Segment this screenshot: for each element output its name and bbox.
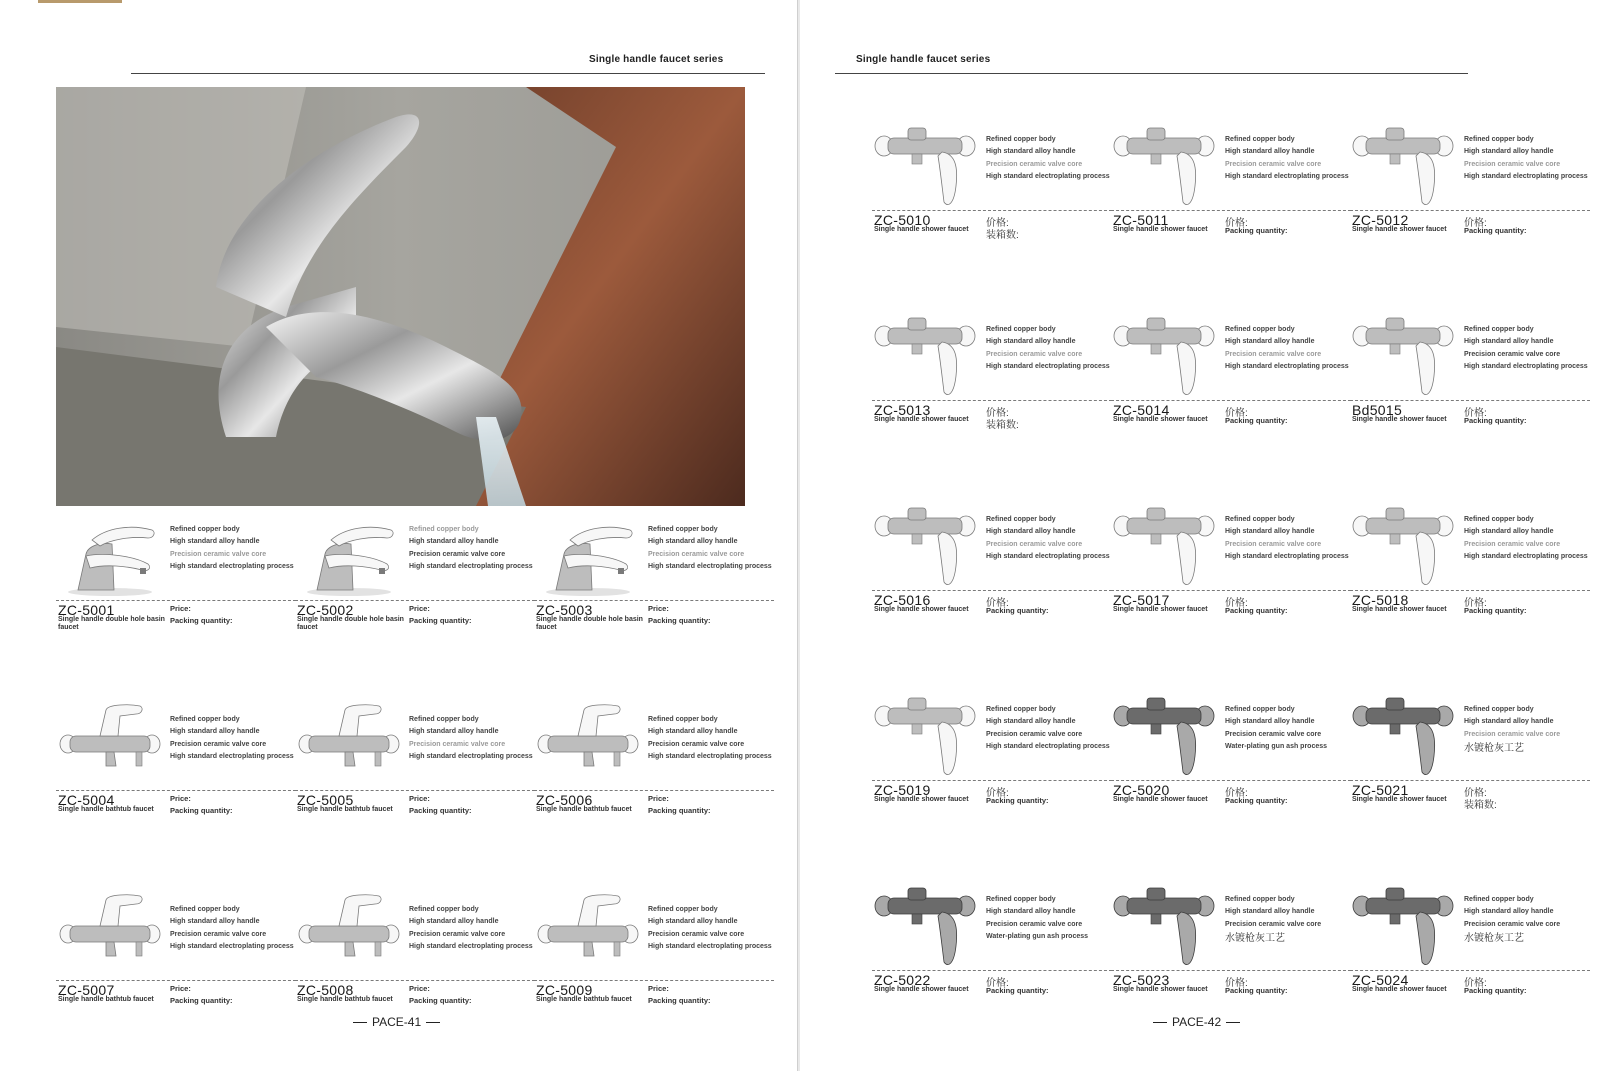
dashed-divider [872, 780, 1112, 781]
product-description: Single handle shower faucet [1113, 416, 1208, 423]
feature-item: Refined copper body [1464, 706, 1534, 713]
feature-list [170, 906, 298, 955]
product-card [872, 692, 1112, 822]
feature-item: Precision ceramic valve core [1464, 540, 1561, 548]
feature-item: High standard alloy handle [170, 538, 260, 546]
feature-item: Refined copper body [986, 326, 1056, 333]
feature-item: Refined copper body [648, 906, 718, 913]
dashed-divider [872, 970, 1112, 971]
catalog-page-right [800, 0, 1600, 1071]
feature-item: Refined copper body [1225, 326, 1295, 333]
product-code: ZC-5009 [536, 982, 593, 998]
shower-faucet-image [1350, 122, 1458, 208]
product-code: ZC-5012 [1352, 212, 1409, 228]
product-card [1350, 692, 1590, 822]
feature-list [1225, 896, 1353, 949]
product-card [1350, 502, 1590, 632]
feature-list [1464, 516, 1592, 565]
shower-faucet-image [1111, 692, 1219, 778]
feature-item: High standard electroplating process [409, 942, 533, 950]
basin-faucet-image [56, 512, 164, 598]
feature-item: Refined copper body [648, 526, 718, 533]
product-card [872, 312, 1112, 442]
product-card [1111, 122, 1351, 252]
feature-item: Refined copper body [986, 136, 1056, 143]
shower-faucet-image [1350, 882, 1458, 968]
product-card [295, 512, 535, 642]
packing-quantity-label: Packing quantity: [409, 996, 472, 1005]
feature-item: High standard electroplating process [986, 172, 1110, 180]
feature-item: High standard electroplating process [1464, 172, 1588, 180]
feature-item: High standard alloy handle [1464, 908, 1554, 916]
feature-list [1225, 136, 1353, 185]
product-card [1111, 882, 1351, 1012]
dashed-divider [1111, 970, 1351, 971]
price-label: Price: [170, 984, 191, 993]
packing-quantity-label: Packing quantity: [648, 806, 711, 815]
feature-item: Refined copper body [170, 716, 240, 723]
product-code: ZC-5017 [1113, 592, 1170, 608]
feature-item: High standard electroplating process [170, 752, 294, 760]
product-description: Single handle shower faucet [874, 796, 969, 803]
packing-quantity-label: Packing quantity: [409, 616, 472, 625]
product-description: Single handle bathtub faucet [58, 996, 154, 1003]
feature-item: Refined copper body [409, 716, 479, 723]
feature-item: Refined copper body [409, 906, 479, 913]
packing-quantity-label: Packing quantity: [1464, 416, 1527, 425]
dashed-divider [534, 980, 774, 981]
product-card [1111, 502, 1351, 632]
product-card [534, 702, 774, 832]
shower-faucet-image [1350, 692, 1458, 778]
series-title: Single handle faucet series [589, 54, 724, 65]
price-label: 价格: [1464, 978, 1487, 989]
feature-list [1464, 706, 1592, 759]
product-code: ZC-5005 [297, 792, 354, 808]
feature-item: High standard alloy handle [986, 338, 1076, 346]
feature-list [409, 906, 537, 955]
feature-item: High standard alloy handle [1225, 718, 1315, 726]
feature-item: Refined copper body [1464, 516, 1534, 523]
product-code: ZC-5006 [536, 792, 593, 808]
product-code: ZC-5007 [58, 982, 115, 998]
product-code: ZC-5002 [297, 602, 354, 618]
price-label: 价格: [1225, 408, 1248, 419]
dashed-divider [56, 600, 296, 601]
packing-quantity-label: 装箱数: [986, 230, 1019, 241]
product-description: Single handle shower faucet [1352, 606, 1447, 613]
dashed-divider [1111, 780, 1351, 781]
feature-item: Refined copper body [1464, 896, 1534, 903]
feature-list [1225, 516, 1353, 565]
shower-faucet-image [1111, 312, 1219, 398]
feature-item: High standard electroplating process [170, 562, 294, 570]
price-label: 价格: [986, 218, 1009, 229]
feature-item: Precision ceramic valve core [1225, 160, 1322, 168]
feature-item: Refined copper body [986, 516, 1056, 523]
packing-quantity-label: Packing quantity: [1225, 796, 1288, 805]
feature-item: Refined copper body [170, 906, 240, 913]
product-description: Single handle shower faucet [1113, 226, 1208, 233]
feature-item: High standard alloy handle [170, 918, 260, 926]
hero-product-photo [56, 87, 745, 506]
packing-quantity-label: Packing quantity: [170, 806, 233, 815]
feature-list [170, 716, 298, 765]
dashed-divider [56, 790, 296, 791]
feature-item: Precision ceramic valve core [1464, 350, 1561, 358]
feature-item: Refined copper body [986, 896, 1056, 903]
feature-list [648, 716, 776, 765]
shower-faucet-image [1350, 312, 1458, 398]
packing-quantity-label: Packing quantity: [170, 996, 233, 1005]
feature-item: High standard alloy handle [409, 918, 499, 926]
feature-item: High standard alloy handle [648, 918, 738, 926]
product-card [56, 892, 296, 1022]
price-label: 价格: [1225, 598, 1248, 609]
feature-item: Precision ceramic valve core [648, 550, 745, 558]
product-description: Single handle shower faucet [1352, 986, 1447, 993]
feature-item: High standard alloy handle [1464, 718, 1554, 726]
feature-list [1225, 706, 1353, 755]
feature-item: High standard electroplating process [1464, 552, 1588, 560]
feature-item: High standard alloy handle [986, 718, 1076, 726]
dashed-divider [295, 600, 535, 601]
feature-item: Refined copper body [1225, 136, 1295, 143]
feature-item: Refined copper body [170, 526, 240, 533]
dashed-divider [872, 590, 1112, 591]
product-code: ZC-5003 [536, 602, 593, 618]
feature-list [986, 896, 1114, 945]
price-label: 价格: [1225, 788, 1248, 799]
price-label: Price: [648, 984, 669, 993]
product-description: Single handle shower faucet [1352, 416, 1447, 423]
product-description: Single handle bathtub faucet [536, 996, 632, 1003]
feature-item: Precision ceramic valve core [409, 740, 506, 748]
feature-item: Precision ceramic valve core [986, 160, 1083, 168]
feature-list [409, 716, 537, 765]
feature-item: Precision ceramic valve core [1464, 160, 1561, 168]
basin-faucet-image [295, 512, 403, 598]
product-card [1350, 122, 1590, 252]
price-label: 价格: [986, 598, 1009, 609]
packing-quantity-label: Packing quantity: [986, 796, 1049, 805]
packing-quantity-label: Packing quantity: [409, 806, 472, 815]
feature-item: High standard electroplating process [1225, 172, 1349, 180]
feature-item: Refined copper body [986, 706, 1056, 713]
dashed-divider [295, 790, 535, 791]
feature-item: Precision ceramic valve core [986, 920, 1083, 928]
product-card [1350, 312, 1590, 442]
price-label: 价格: [1225, 218, 1248, 229]
product-description: Single handle shower faucet [1113, 986, 1208, 993]
dashed-divider [872, 400, 1112, 401]
bathtub-faucet-image [295, 892, 403, 978]
dashed-divider [1350, 780, 1590, 781]
dashed-divider [534, 600, 774, 601]
feature-item: High standard electroplating process [986, 742, 1110, 750]
product-code: ZC-5016 [874, 592, 931, 608]
product-description: Single handle shower faucet [874, 986, 969, 993]
feature-list [409, 526, 537, 575]
product-description: Single handle bathtub faucet [536, 806, 632, 813]
feature-item: Precision ceramic valve core [648, 740, 745, 748]
feature-item: Precision ceramic valve core [1225, 540, 1322, 548]
shower-faucet-image [872, 882, 980, 968]
feature-item: Precision ceramic valve core [409, 930, 506, 938]
feature-list [986, 136, 1114, 185]
feature-list [986, 516, 1114, 565]
dashed-divider [1350, 970, 1590, 971]
feature-item: High standard alloy handle [1225, 148, 1315, 156]
shower-faucet-image [1111, 122, 1219, 208]
packing-quantity-label: Packing quantity: [1225, 416, 1288, 425]
page-number: PACE-41 [353, 1015, 440, 1029]
feature-item: High standard electroplating process [409, 562, 533, 570]
feature-list [170, 526, 298, 575]
feature-item: High standard electroplating process [1225, 552, 1349, 560]
feature-item: Precision ceramic valve core [170, 930, 267, 938]
feature-item: Refined copper body [1464, 326, 1534, 333]
feature-item: High standard alloy handle [1464, 148, 1554, 156]
feature-list [1225, 326, 1353, 375]
feature-item: Precision ceramic valve core [986, 350, 1083, 358]
product-card [56, 702, 296, 832]
price-label: Price: [170, 604, 191, 613]
price-label: 价格: [1464, 788, 1487, 799]
feature-item: Refined copper body [409, 526, 479, 533]
packing-quantity-label: Packing quantity: [170, 616, 233, 625]
packing-quantity-label: Packing quantity: [648, 616, 711, 625]
feature-item: High standard alloy handle [986, 148, 1076, 156]
product-code: ZC-5008 [297, 982, 354, 998]
product-code: ZC-5021 [1352, 782, 1409, 798]
header-rule [835, 73, 1468, 74]
price-label: 价格: [1464, 598, 1487, 609]
product-description: Single handle shower faucet [1352, 796, 1447, 803]
product-description: Single handle double hole basin faucet [536, 616, 643, 631]
product-code: ZC-5014 [1113, 402, 1170, 418]
feature-item: High standard alloy handle [1225, 528, 1315, 536]
packing-quantity-label: Packing quantity: [1225, 226, 1288, 235]
price-label: Price: [648, 794, 669, 803]
feature-item: Water-plating gun ash process [1225, 742, 1328, 750]
product-code: ZC-5018 [1352, 592, 1409, 608]
feature-item: High standard alloy handle [1225, 908, 1315, 916]
product-description: Single handle shower faucet [1113, 796, 1208, 803]
basin-faucet-photo [56, 87, 745, 506]
header-rule [131, 73, 765, 74]
feature-item: Precision ceramic valve core [170, 550, 267, 558]
price-label: 价格: [986, 978, 1009, 989]
dashed-divider [1111, 400, 1351, 401]
feature-item: High standard electroplating process [1464, 362, 1588, 370]
feature-item: High standard alloy handle [409, 538, 499, 546]
product-description: Single handle shower faucet [874, 416, 969, 423]
feature-list [1464, 326, 1592, 375]
shower-faucet-image [1111, 502, 1219, 588]
dashed-divider [295, 980, 535, 981]
feature-item: High standard alloy handle [648, 728, 738, 736]
packing-quantity-label: Packing quantity: [1464, 986, 1527, 995]
packing-quantity-label: 装箱数: [1464, 800, 1497, 811]
product-code: ZC-5010 [874, 212, 931, 228]
feature-item: High standard electroplating process [986, 552, 1110, 560]
shower-faucet-image [1111, 882, 1219, 968]
feature-item: High standard alloy handle [1225, 338, 1315, 346]
feature-item: Precision ceramic valve core [409, 550, 506, 558]
product-description: Single handle shower faucet [874, 606, 969, 613]
bathtub-faucet-image [56, 702, 164, 788]
feature-item: Precision ceramic valve core [170, 740, 267, 748]
price-label: Price: [409, 984, 430, 993]
price-label: Price: [648, 604, 669, 613]
feature-item: 水镀枪灰工艺 [1464, 932, 1524, 944]
series-title: Single handle faucet series [856, 54, 991, 65]
dashed-divider [1111, 590, 1351, 591]
feature-item: High standard electroplating process [648, 752, 772, 760]
packing-quantity-label: Packing quantity: [1225, 606, 1288, 615]
price-label: 价格: [1225, 978, 1248, 989]
shower-faucet-image [872, 502, 980, 588]
product-description: Single handle double hole basin faucet [58, 616, 165, 631]
feature-item: Refined copper body [1225, 896, 1295, 903]
bathtub-faucet-image [56, 892, 164, 978]
shower-faucet-image [872, 312, 980, 398]
feature-item: Refined copper body [1464, 136, 1534, 143]
packing-quantity-label: Packing quantity: [1225, 986, 1288, 995]
feature-list [648, 906, 776, 955]
feature-item: Precision ceramic valve core [1464, 920, 1561, 928]
feature-item: Refined copper body [1225, 706, 1295, 713]
product-code: ZC-5024 [1352, 972, 1409, 988]
product-code: ZC-5013 [874, 402, 931, 418]
price-label: Price: [409, 794, 430, 803]
corner-accent [38, 0, 122, 3]
packing-quantity-label: Packing quantity: [986, 986, 1049, 995]
feature-list [986, 326, 1114, 375]
feature-item: High standard alloy handle [1464, 338, 1554, 346]
product-description: Single handle shower faucet [874, 226, 969, 233]
product-description: Single handle bathtub faucet [58, 806, 154, 813]
product-code: ZC-5019 [874, 782, 931, 798]
feature-item: 水镀枪灰工艺 [1464, 742, 1524, 754]
product-card [534, 892, 774, 1022]
feature-item: High standard electroplating process [648, 942, 772, 950]
feature-item: High standard electroplating process [986, 362, 1110, 370]
feature-item: High standard alloy handle [986, 528, 1076, 536]
product-code: ZC-5020 [1113, 782, 1170, 798]
product-card [295, 702, 535, 832]
basin-faucet-image [534, 512, 642, 598]
bathtub-faucet-image [534, 702, 642, 788]
product-code: ZC-5004 [58, 792, 115, 808]
feature-item: High standard electroplating process [170, 942, 294, 950]
product-card [295, 892, 535, 1022]
feature-list [648, 526, 776, 575]
price-label: Price: [170, 794, 191, 803]
product-description: Single handle shower faucet [1113, 606, 1208, 613]
feature-item: High standard alloy handle [409, 728, 499, 736]
price-label: 价格: [1464, 408, 1487, 419]
product-card [872, 882, 1112, 1012]
page-number: PACE-42 [1153, 1015, 1240, 1029]
product-card [56, 512, 296, 642]
feature-item: Precision ceramic valve core [1225, 730, 1322, 738]
feature-item: Refined copper body [648, 716, 718, 723]
dashed-divider [872, 210, 1112, 211]
feature-item: High standard electroplating process [648, 562, 772, 570]
bathtub-faucet-image [295, 702, 403, 788]
dashed-divider [1350, 210, 1590, 211]
product-card [534, 512, 774, 642]
price-label: 价格: [1464, 218, 1487, 229]
feature-list [1464, 896, 1592, 949]
shower-faucet-image [872, 122, 980, 208]
feature-list [986, 706, 1114, 755]
dashed-divider [1350, 590, 1590, 591]
product-card [872, 122, 1112, 252]
product-description: Single handle bathtub faucet [297, 806, 393, 813]
feature-list [1464, 136, 1592, 185]
product-code: ZC-5011 [1113, 212, 1169, 228]
dashed-divider [1111, 210, 1351, 211]
feature-item: Water-plating gun ash process [986, 932, 1089, 940]
feature-item: High standard alloy handle [1464, 528, 1554, 536]
feature-item: High standard alloy handle [648, 538, 738, 546]
packing-quantity-label: Packing quantity: [648, 996, 711, 1005]
product-card [872, 502, 1112, 632]
product-code: ZC-5001 [58, 602, 115, 618]
product-card [1111, 692, 1351, 822]
product-code: ZC-5023 [1113, 972, 1170, 988]
dashed-divider [1350, 400, 1590, 401]
feature-item: Precision ceramic valve core [648, 930, 745, 938]
shower-faucet-image [872, 692, 980, 778]
feature-item: High standard electroplating process [409, 752, 533, 760]
product-description: Single handle bathtub faucet [297, 996, 393, 1003]
price-label: Price: [409, 604, 430, 613]
feature-item: Precision ceramic valve core [1225, 920, 1322, 928]
dashed-divider [534, 790, 774, 791]
packing-quantity-label: Packing quantity: [986, 606, 1049, 615]
product-card [1350, 882, 1590, 1012]
price-label: 价格: [986, 788, 1009, 799]
feature-item: Precision ceramic valve core [986, 730, 1083, 738]
bathtub-faucet-image [534, 892, 642, 978]
product-code: Bd5015 [1352, 402, 1403, 418]
feature-item: Precision ceramic valve core [1225, 350, 1322, 358]
catalog-page-left [0, 0, 798, 1071]
feature-item: High standard electroplating process [1225, 362, 1349, 370]
product-card [1111, 312, 1351, 442]
feature-item: High standard alloy handle [986, 908, 1076, 916]
price-label: 价格: [986, 408, 1009, 419]
product-description: Single handle double hole basin faucet [297, 616, 404, 631]
packing-quantity-label: 装箱数: [986, 420, 1019, 431]
feature-item: 水镀枪灰工艺 [1225, 932, 1285, 944]
product-code: ZC-5022 [874, 972, 931, 988]
shower-faucet-image [1350, 502, 1458, 588]
product-description: Single handle shower faucet [1352, 226, 1447, 233]
packing-quantity-label: Packing quantity: [1464, 606, 1527, 615]
feature-item: Precision ceramic valve core [1464, 730, 1561, 738]
feature-item: High standard alloy handle [170, 728, 260, 736]
feature-item: Refined copper body [1225, 516, 1295, 523]
packing-quantity-label: Packing quantity: [1464, 226, 1527, 235]
dashed-divider [56, 980, 296, 981]
feature-item: Precision ceramic valve core [986, 540, 1083, 548]
